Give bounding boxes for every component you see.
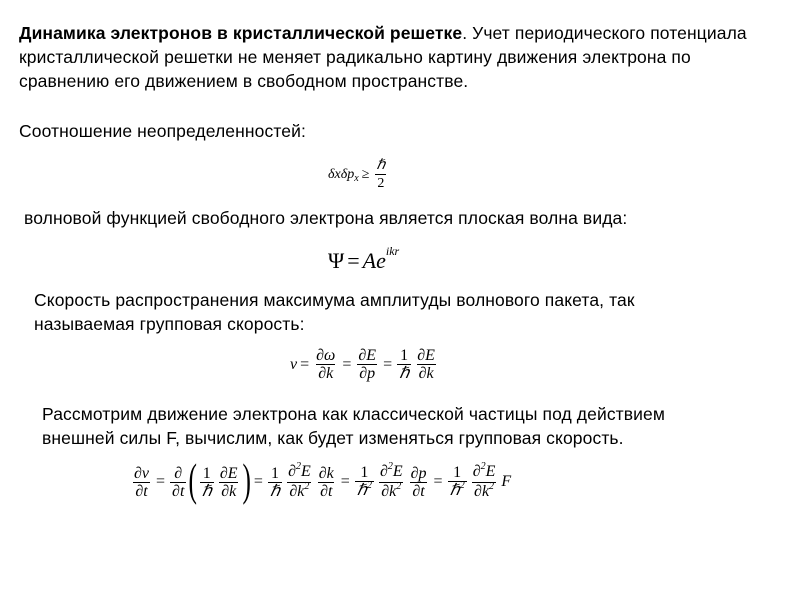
uncertainty-formula	[328, 157, 389, 192]
group-eq-1: =	[300, 355, 310, 373]
one-over-hbar2-b: $\frac{1}{\hbar^2}$	[449, 463, 465, 499]
hbar-over-2	[374, 157, 387, 192]
dE-dk-a: $\frac{\partial E}{\partial k}$	[219, 464, 238, 500]
wave-formula	[328, 243, 400, 274]
uncertainty-lhs-sub: x	[354, 173, 359, 184]
v-symbol: v	[290, 355, 298, 373]
group-eq-3: =	[383, 355, 393, 373]
force-text: Рассмотрим движение электрона как классической частицы под действием внешней силы F, вычислим, как будет изменяться групповая скорость.	[42, 404, 666, 448]
wave-amp: Ae	[362, 248, 386, 273]
wave-label: волновой функцией свободного электрона является плоская волна вида:	[24, 208, 628, 228]
force-F: F	[501, 473, 512, 490]
dp-dt: $\frac{\partial p}{\partial t}$	[410, 464, 427, 500]
left-paren: (	[188, 454, 198, 505]
force-formula: $\frac{\partial v}{\partial t}$ = $\frac{\partial}{\partial t}$ ( $\frac{1}{\text{ℏ}}$ $\frac{\partial E}{\partial k}$ ) = $\frac{1}{\text{ℏ}}$ $\frac{\partial^2E}{\partial k^2}$ $\frac{\partial k}{\partial t}$ = $\frac{1}{\hbar^2}$ $\frac{\partial^2E}{\partial k^2}$ $\frac{\partial p}{\partial t}$ = $\frac{1}{\hbar^2}$ $\frac{\partial^2E}{\partial k^2}$ F	[134, 454, 512, 505]
group-formula	[290, 347, 439, 382]
uncertainty-label: Соотношение неопределенностей:	[19, 121, 306, 141]
two-den: 2	[377, 176, 385, 191]
right-paren: )	[242, 454, 251, 505]
hbar-num: ℏ	[376, 158, 386, 173]
dE-dp: $\frac{\partial E}{\partial p}$	[358, 347, 377, 382]
intro-title: Динамика электронов в кристаллической решетке	[19, 23, 463, 43]
d2E-dk2-a: $\frac{\partial^2E}{\partial k^2}$	[288, 460, 311, 500]
one-over-hbar-a: $\frac{1}{\text{ℏ}}$	[201, 464, 212, 500]
one-over-hbar-b: $\frac{1}{\text{ℏ}}$	[269, 464, 281, 500]
one-over-hbar2-a: $\frac{1}{\hbar^2}$	[356, 463, 372, 499]
d-dt: $\frac{\partial}{\partial t}$	[172, 464, 185, 500]
group-eq-2: =	[342, 355, 352, 373]
one-over-hbar: $\frac{1}{\text{ℏ}}$	[399, 347, 410, 382]
d2E-dk2-c: $\frac{\partial^2E}{\partial k^2}$	[472, 460, 496, 500]
intro-text: . Учет периодического потенциала кристаллической решетки не меняет радикально картину движения электрона по сравнению его движением в свободном пространстве.	[19, 23, 747, 91]
group-text: Скорость распространения максимума амплитуды волнового пакета, так называемая групповая скорость:	[34, 290, 635, 334]
domega-dk: $\frac{\partial\omega}{\partial k}$	[316, 347, 336, 382]
psi-symbol: Ψ	[328, 248, 345, 273]
uncertainty-lhs: δxδp	[328, 166, 355, 182]
wave-eq: =	[347, 248, 360, 273]
dk-dt: $\frac{\partial k}{\partial t}$	[318, 464, 334, 500]
dv-dt: $\frac{\partial v}{\partial t}$	[134, 464, 150, 500]
d2E-dk2-b: $\frac{\partial^2E}{\partial k^2}$	[379, 460, 403, 500]
dE-dk: $\frac{\partial E}{\partial k}$	[417, 347, 435, 382]
intro-paragraph	[19, 21, 781, 93]
wave-exp: ikr	[385, 243, 400, 258]
uncertainty-rel: ≥	[361, 166, 370, 182]
